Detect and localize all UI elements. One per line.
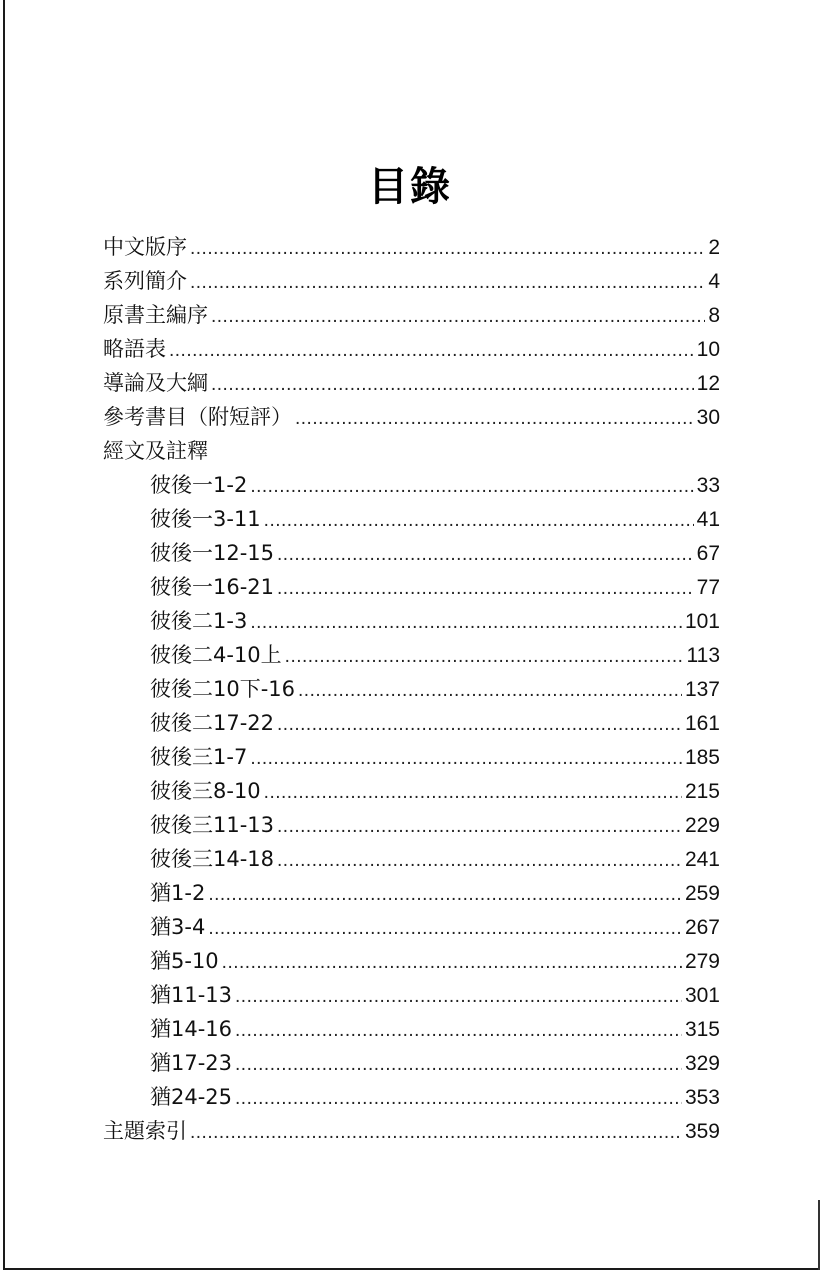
toc-entry-page-number: 33 [696,474,720,497]
toc-entry-page-number: 185 [684,746,720,769]
toc-entry-label: 彼後一3-11 [150,507,261,531]
toc-entry[interactable] [103,434,720,468]
toc-entry-page-number: 12 [696,372,720,395]
toc-entry[interactable] [103,400,720,434]
toc-entry[interactable] [103,910,720,944]
toc-entry-page-number: 41 [696,508,720,531]
toc-entry[interactable] [103,570,720,604]
dot-leader [211,368,694,402]
toc-entry[interactable] [103,808,720,842]
toc-entry[interactable] [103,502,720,536]
toc-entry-label: 參考書目（附短評） [103,405,292,429]
dot-leader [277,708,682,742]
dot-leader [277,810,682,844]
toc-entry-page-number: 10 [696,338,720,361]
toc-entry-page-number: 329 [684,1052,720,1075]
toc-entry-page-number: 67 [696,542,720,565]
toc-entry[interactable] [103,332,720,366]
dot-leader [264,776,682,810]
toc-entry-label: 彼後二17-22 [150,711,275,735]
toc-entry[interactable] [103,774,720,808]
toc-entry[interactable] [103,604,720,638]
toc-entry-page-number: 315 [684,1018,720,1041]
toc-entry[interactable] [103,706,720,740]
toc-entry-label: 猶14-16 [150,1017,233,1041]
dot-leader [211,300,705,334]
dot-leader [190,1116,682,1150]
toc-entry-page-number: 259 [684,882,720,905]
dot-leader [235,980,682,1014]
table-of-contents [103,230,720,1148]
toc-entry-page-number: 4 [708,270,720,293]
toc-entry-page-number: 215 [684,780,720,803]
dot-leader [250,470,693,504]
toc-entry[interactable] [103,672,720,706]
toc-entry-label: 猶5-10 [150,949,219,973]
toc-entry-label: 彼後三8-10 [150,779,261,803]
dot-leader [264,504,694,538]
toc-entry-page-number: 101 [684,610,720,633]
toc-entry-label: 彼後二10下-16 [150,677,296,701]
dot-leader [277,572,694,606]
toc-entry-label: 經文及註釋 [103,439,208,463]
toc-entry-label: 系列簡介 [103,269,187,293]
toc-entry[interactable] [103,1080,720,1114]
toc-entry-label: 猶24-25 [150,1085,233,1109]
toc-entry[interactable] [103,366,720,400]
toc-entry-label: 彼後三11-13 [150,813,275,837]
toc-entry[interactable] [103,876,720,910]
toc-entry-label: 猶3-4 [150,915,206,939]
toc-entry-label: 彼後一16-21 [150,575,275,599]
toc-entry[interactable] [103,264,720,298]
toc-entry[interactable] [103,230,720,264]
toc-entry-page-number: 301 [684,984,720,1007]
dot-leader [222,946,682,980]
toc-entry-page-number: 267 [684,916,720,939]
toc-entry-label: 猶17-23 [150,1051,233,1075]
toc-entry[interactable] [103,944,720,978]
toc-entry-label: 導論及大綱 [103,371,208,395]
toc-entry-label: 略語表 [103,337,166,361]
toc-entry[interactable] [103,740,720,774]
toc-entry-page-number: 77 [696,576,720,599]
dot-leader [235,1048,682,1082]
toc-entry[interactable] [103,1114,720,1148]
toc-entry-label: 彼後二1-3 [150,609,248,633]
toc-entry-label: 中文版序 [103,235,187,259]
dot-leader [295,402,694,436]
toc-entry[interactable] [103,1012,720,1046]
toc-entry-label: 原書主編序 [103,303,208,327]
toc-entry-label: 主題索引 [103,1119,187,1143]
toc-entry-label: 彼後二4-10上 [150,643,282,667]
toc-entry-label: 彼後一12-15 [150,541,275,565]
toc-entry-label: 彼後一1-2 [150,473,248,497]
toc-entry-page-number: 279 [684,950,720,973]
toc-entry-label: 猶11-13 [150,983,233,1007]
page-title: 目錄 [368,163,452,210]
dot-leader [250,606,682,640]
dot-leader [277,844,682,878]
toc-entry-page-number: 161 [684,712,720,735]
dot-leader [250,742,682,776]
toc-entry-page-number: 353 [684,1086,720,1109]
dot-leader [169,334,694,368]
dot-leader [235,1014,682,1048]
dot-leader [190,266,705,300]
toc-entry-page-number: 2 [708,236,720,259]
toc-entry[interactable] [103,536,720,570]
toc-entry-label: 彼後三14-18 [150,847,275,871]
dot-leader [298,674,682,708]
dot-leader [190,232,705,266]
dot-leader [208,912,682,946]
toc-entry-page-number: 113 [686,644,720,667]
page-bottom-edge [3,1268,820,1270]
toc-entry-page-number: 229 [684,814,720,837]
dot-leader [208,878,682,912]
toc-entry[interactable] [103,638,720,672]
toc-entry[interactable] [103,1046,720,1080]
toc-entry-page-number: 30 [696,406,720,429]
toc-entry[interactable] [103,978,720,1012]
toc-entry[interactable] [103,842,720,876]
toc-entry[interactable] [103,298,720,332]
dot-leader [277,538,694,572]
toc-entry-page-number: 8 [708,304,720,327]
dot-leader [285,640,684,674]
toc-entry-label: 猶1-2 [150,881,206,905]
toc-entry-label: 彼後三1-7 [150,745,248,769]
toc-entry-page-number: 137 [684,678,720,701]
dot-leader [235,1082,682,1116]
toc-entry-page-number: 241 [684,848,720,871]
toc-entry-page-number: 359 [684,1120,720,1143]
toc-entry[interactable] [103,468,720,502]
